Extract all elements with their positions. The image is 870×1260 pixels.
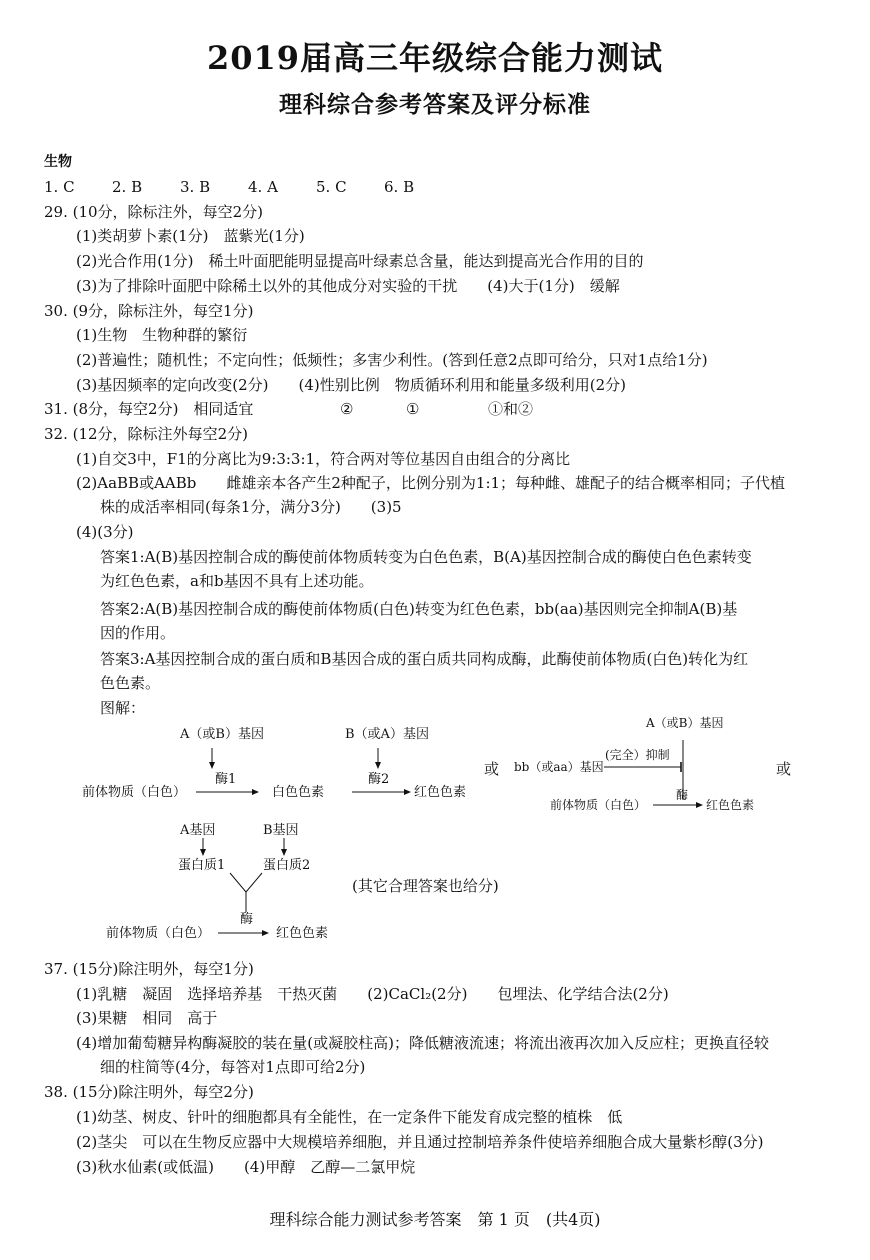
q37-line: 细的柱简等(4分，每答对1点即可给2分): [100, 1058, 366, 1076]
gene-label: A（或B）基因: [180, 727, 264, 742]
choice-answer: 2. B: [112, 178, 143, 196]
answer-option-1: 答案1:A(B)基因控制合成的酶使前体物质转变为白色色素，B(A)基因控制合成的酶使白色色素转变: [100, 548, 752, 566]
merge-line-right: [246, 873, 262, 892]
precursor-label: 前体物质（白色）: [82, 785, 187, 800]
gene-label: B基因: [263, 823, 299, 838]
note-other-answers: (其它合理答案也给分): [352, 877, 499, 895]
answer-option-3: 答案3:A基因控制合成的蛋白质和B基因合成的蛋白质共同构成酶，此酶使前体物质(白色)转化为红: [100, 650, 749, 668]
choice-answer: 3. B: [180, 178, 211, 196]
q32-heading: 32. (12分，除标注外每空2分): [44, 425, 248, 443]
gene-label: B（或A）基因: [345, 727, 429, 742]
answer-option-2: 答案2:A(B)基因控制合成的酶使前体物质(白色)转变为红色色素，bb(aa)基因则完全抑制A(B)基: [100, 600, 738, 618]
choice-answer: 6. B: [384, 178, 415, 196]
q30-line: (1)生物 生物种群的繁衍: [76, 326, 248, 344]
precursor-label: 前体物质（白色）: [106, 926, 211, 941]
q38-heading: 38. (15分)除注明外，每空2分): [44, 1083, 254, 1101]
pigment-label: 白色色素: [272, 785, 325, 800]
q29-line: (1)类胡萝卜素(1分) 蓝紫光(1分): [76, 227, 305, 245]
q31-answer: ②: [340, 400, 354, 418]
pigment-label: 红色色素: [706, 798, 755, 812]
pigment-label: 红色色素: [276, 926, 329, 941]
or-label: 或: [776, 760, 792, 778]
precursor-label: 前体物质（白色）: [550, 798, 647, 812]
merge-line-left: [230, 873, 246, 892]
q29-heading: 29. (10分，除标注外，每空2分): [44, 203, 263, 221]
q30-line: (2)普遍性；随机性；不定向性；低频性；多害少利性。(答到任意2点即可给分，只对1点给1分): [76, 351, 708, 369]
choice-answer: 4. A: [248, 178, 278, 196]
q29-line: (3)为了排除叶面肥中除稀土以外的其他成分对实验的干扰 (4)大于(1分) 缓解: [76, 277, 620, 295]
q31-answer: ①和②: [488, 400, 534, 418]
answer-option-1: 为红色色素，a和b基因不具有上述功能。: [100, 572, 374, 590]
q32-line: 株的成活率相同(每条1分，满分3分) (3)5: [100, 498, 402, 516]
pigment-label: 红色色素: [414, 785, 467, 800]
enzyme-label: 酶1: [215, 772, 237, 787]
choice-answer: 1. C: [44, 178, 75, 196]
q38-line: (2)茎尖 可以在生物反应器中大规模培养细胞，并且通过控制培养条件使培养细胞合成大量紫杉醇(3分): [76, 1133, 764, 1151]
q38-line: (3)秋水仙素(或低温) (4)甲醇 乙醇—二氯甲烷: [76, 1158, 416, 1176]
q31-heading: 31. (8分，每空2分) 相同适宜: [44, 400, 254, 418]
page-title: 2019届高三年级综合能力测试: [206, 39, 664, 77]
page-footer: 理科综合能力测试参考答案 第 1 页 (共4页): [269, 1210, 601, 1229]
enzyme-label: 酶2: [368, 772, 390, 787]
page-subtitle: 理科综合参考答案及评分标准: [279, 91, 591, 118]
q37-line: (1)乳糖 凝固 选择培养基 干热灭菌 (2)CaCl₂(2分) 包埋法、化学结合法(2分): [76, 985, 669, 1003]
diagram-label: 图解：: [100, 699, 146, 717]
q30-heading: 30. (9分，除标注外，每空1分): [44, 302, 254, 320]
q38-line: (1)幼茎、树皮、针叶的细胞都具有全能性，在一定条件下能发育成完整的植株 低: [76, 1108, 623, 1126]
q37-line: (4)增加葡萄糖异构酶凝胶的装在量(或凝胶柱高)；降低糖液流速；将流出液再次加入反应柱；更换直径较: [76, 1034, 769, 1052]
protein-label: 蛋白质2: [263, 858, 311, 873]
q32-line: (1)自交3中，F1的分离比为9:3:3:1，符合两对等位基因自由组合的分离比: [76, 450, 571, 468]
answer-option-2: 因的作用。: [100, 624, 176, 642]
protein-label: 蛋白质1: [178, 858, 226, 873]
subject-heading: 生物: [44, 154, 72, 170]
q29-line: (2)光合作用(1分) 稀土叶面肥能明显提高叶绿素总含量，能达到提高光合作用的目的: [76, 252, 644, 270]
gene-label: A基因: [180, 823, 216, 838]
inhibitor-gene-label: bb（或aa）基因: [514, 760, 604, 774]
q30-line: (3)基因频率的定向改变(2分) (4)性别比例 物质循环利用和能量多级利用(2分): [76, 376, 626, 394]
enzyme-label: 酶: [240, 912, 254, 927]
q37-line: (3)果糖 相同 高于: [76, 1009, 218, 1027]
q32-line: (2)AaBB或AABb 雌雄亲本各产生2种配子，比例分别为1:1；每种雌、雄配子的结合概率相同；子代植: [76, 474, 786, 492]
enzyme-label: 酶: [676, 788, 689, 802]
choice-answer: 5. C: [316, 178, 347, 196]
q32-line: (4)(3分): [76, 523, 134, 541]
answer-option-3: 色色素。: [100, 674, 161, 692]
or-label: 或: [484, 760, 500, 778]
q31-answer: ①: [406, 400, 420, 418]
q37-heading: 37. (15分)除注明外，每空1分): [44, 960, 254, 978]
inhibit-label: (完全）抑制: [605, 748, 670, 762]
gene-label: A（或B）基因: [646, 716, 724, 730]
